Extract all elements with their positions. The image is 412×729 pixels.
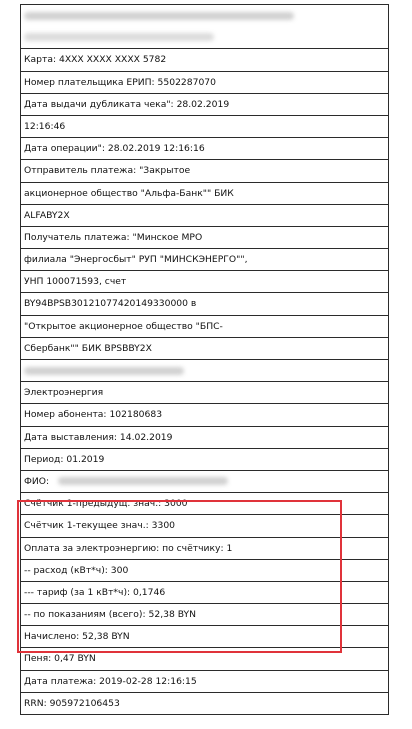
redacted-text: [24, 367, 184, 375]
receipt-row-meter-curr: Счётчик 1-текущее знач.: 3300: [21, 514, 388, 536]
receipt-row-recipient-6: Сбербанк"" БИК BPSBBY2X: [21, 337, 388, 359]
receipt-row-redacted-2: [21, 26, 388, 48]
receipt-row-payment-type: Оплата за электроэнергию: по счётчику: 1: [21, 537, 388, 559]
receipt-row-recipient-1: Получатель платежа: "Минское МРО: [21, 226, 388, 248]
receipt-row-operation-date: Дата операции": 28.02.2019 12:16:16: [21, 137, 388, 159]
receipt-row-recipient-4: BY94BPSB30121077420149330000 в: [21, 292, 388, 314]
redacted-text: [24, 33, 214, 41]
receipt-row-rrn: RRN: 905972106453: [21, 692, 388, 714]
receipt-row-penalty: Пеня: 0,47 BYN: [21, 647, 388, 669]
receipt-row-recipient-3: УНП 100071593, счет: [21, 270, 388, 292]
receipt-row-consumption: -- расход (кВт*ч): 300: [21, 559, 388, 581]
receipt-row-sender-3: ALFABY2X: [21, 204, 388, 226]
fio-label: ФИО:: [24, 475, 50, 487]
receipt-row-service: Электроэнергия: [21, 381, 388, 403]
receipt-row-subscriber: Номер абонента: 102180683: [21, 403, 388, 425]
receipt-row-tariff: --- тариф (за 1 кВт*ч): 0,1746: [21, 581, 388, 603]
receipt-row-recipient-2: филиала "Энергосбыт" РУП "МИНСКЭНЕРГО"",: [21, 248, 388, 270]
receipt-row-duplicate-date: Дата выдачи дубликата чека": 28.02.2019: [21, 93, 388, 115]
receipt-row-duplicate-time: 12:16:46: [21, 115, 388, 137]
receipt-row-recipient-5: "Открытое акционерное общество "БПС-: [21, 315, 388, 337]
receipt-row-payment-date: Дата платежа: 2019-02-28 12:16:15: [21, 670, 388, 692]
receipt-row-sender-1: Отправитель платежа: "Закрытое: [21, 159, 388, 181]
receipt-row-fio: [21, 470, 388, 492]
receipt-row-period: Период: 01.2019: [21, 448, 388, 470]
receipt-row-total-by-readings: -- по показаниям (всего): 52,38 BYN: [21, 603, 388, 625]
receipt-row-redacted-3: [21, 359, 388, 381]
redacted-text: [24, 12, 294, 20]
receipt-row-sender-2: акционерное общество "Альфа-Банк"" БИК: [21, 182, 388, 204]
receipt-row-payer-number: Номер плательщика ЕРИП: 5502287070: [21, 71, 388, 93]
receipt-row-charged: Начислено: 52,38 BYN: [21, 625, 388, 647]
redacted-text: [58, 477, 228, 485]
receipt-row-issue-date: Дата выставления: 14.02.2019: [21, 426, 388, 448]
receipt-row-card: Карта: 4XXX XXXX XXXX 5782: [21, 48, 388, 70]
receipt-table: [20, 4, 389, 715]
receipt-row-meter-prev: Счётчик 1-предыдущ. знач.: 3000: [21, 492, 388, 514]
receipt-row-redacted-1: [21, 4, 388, 26]
